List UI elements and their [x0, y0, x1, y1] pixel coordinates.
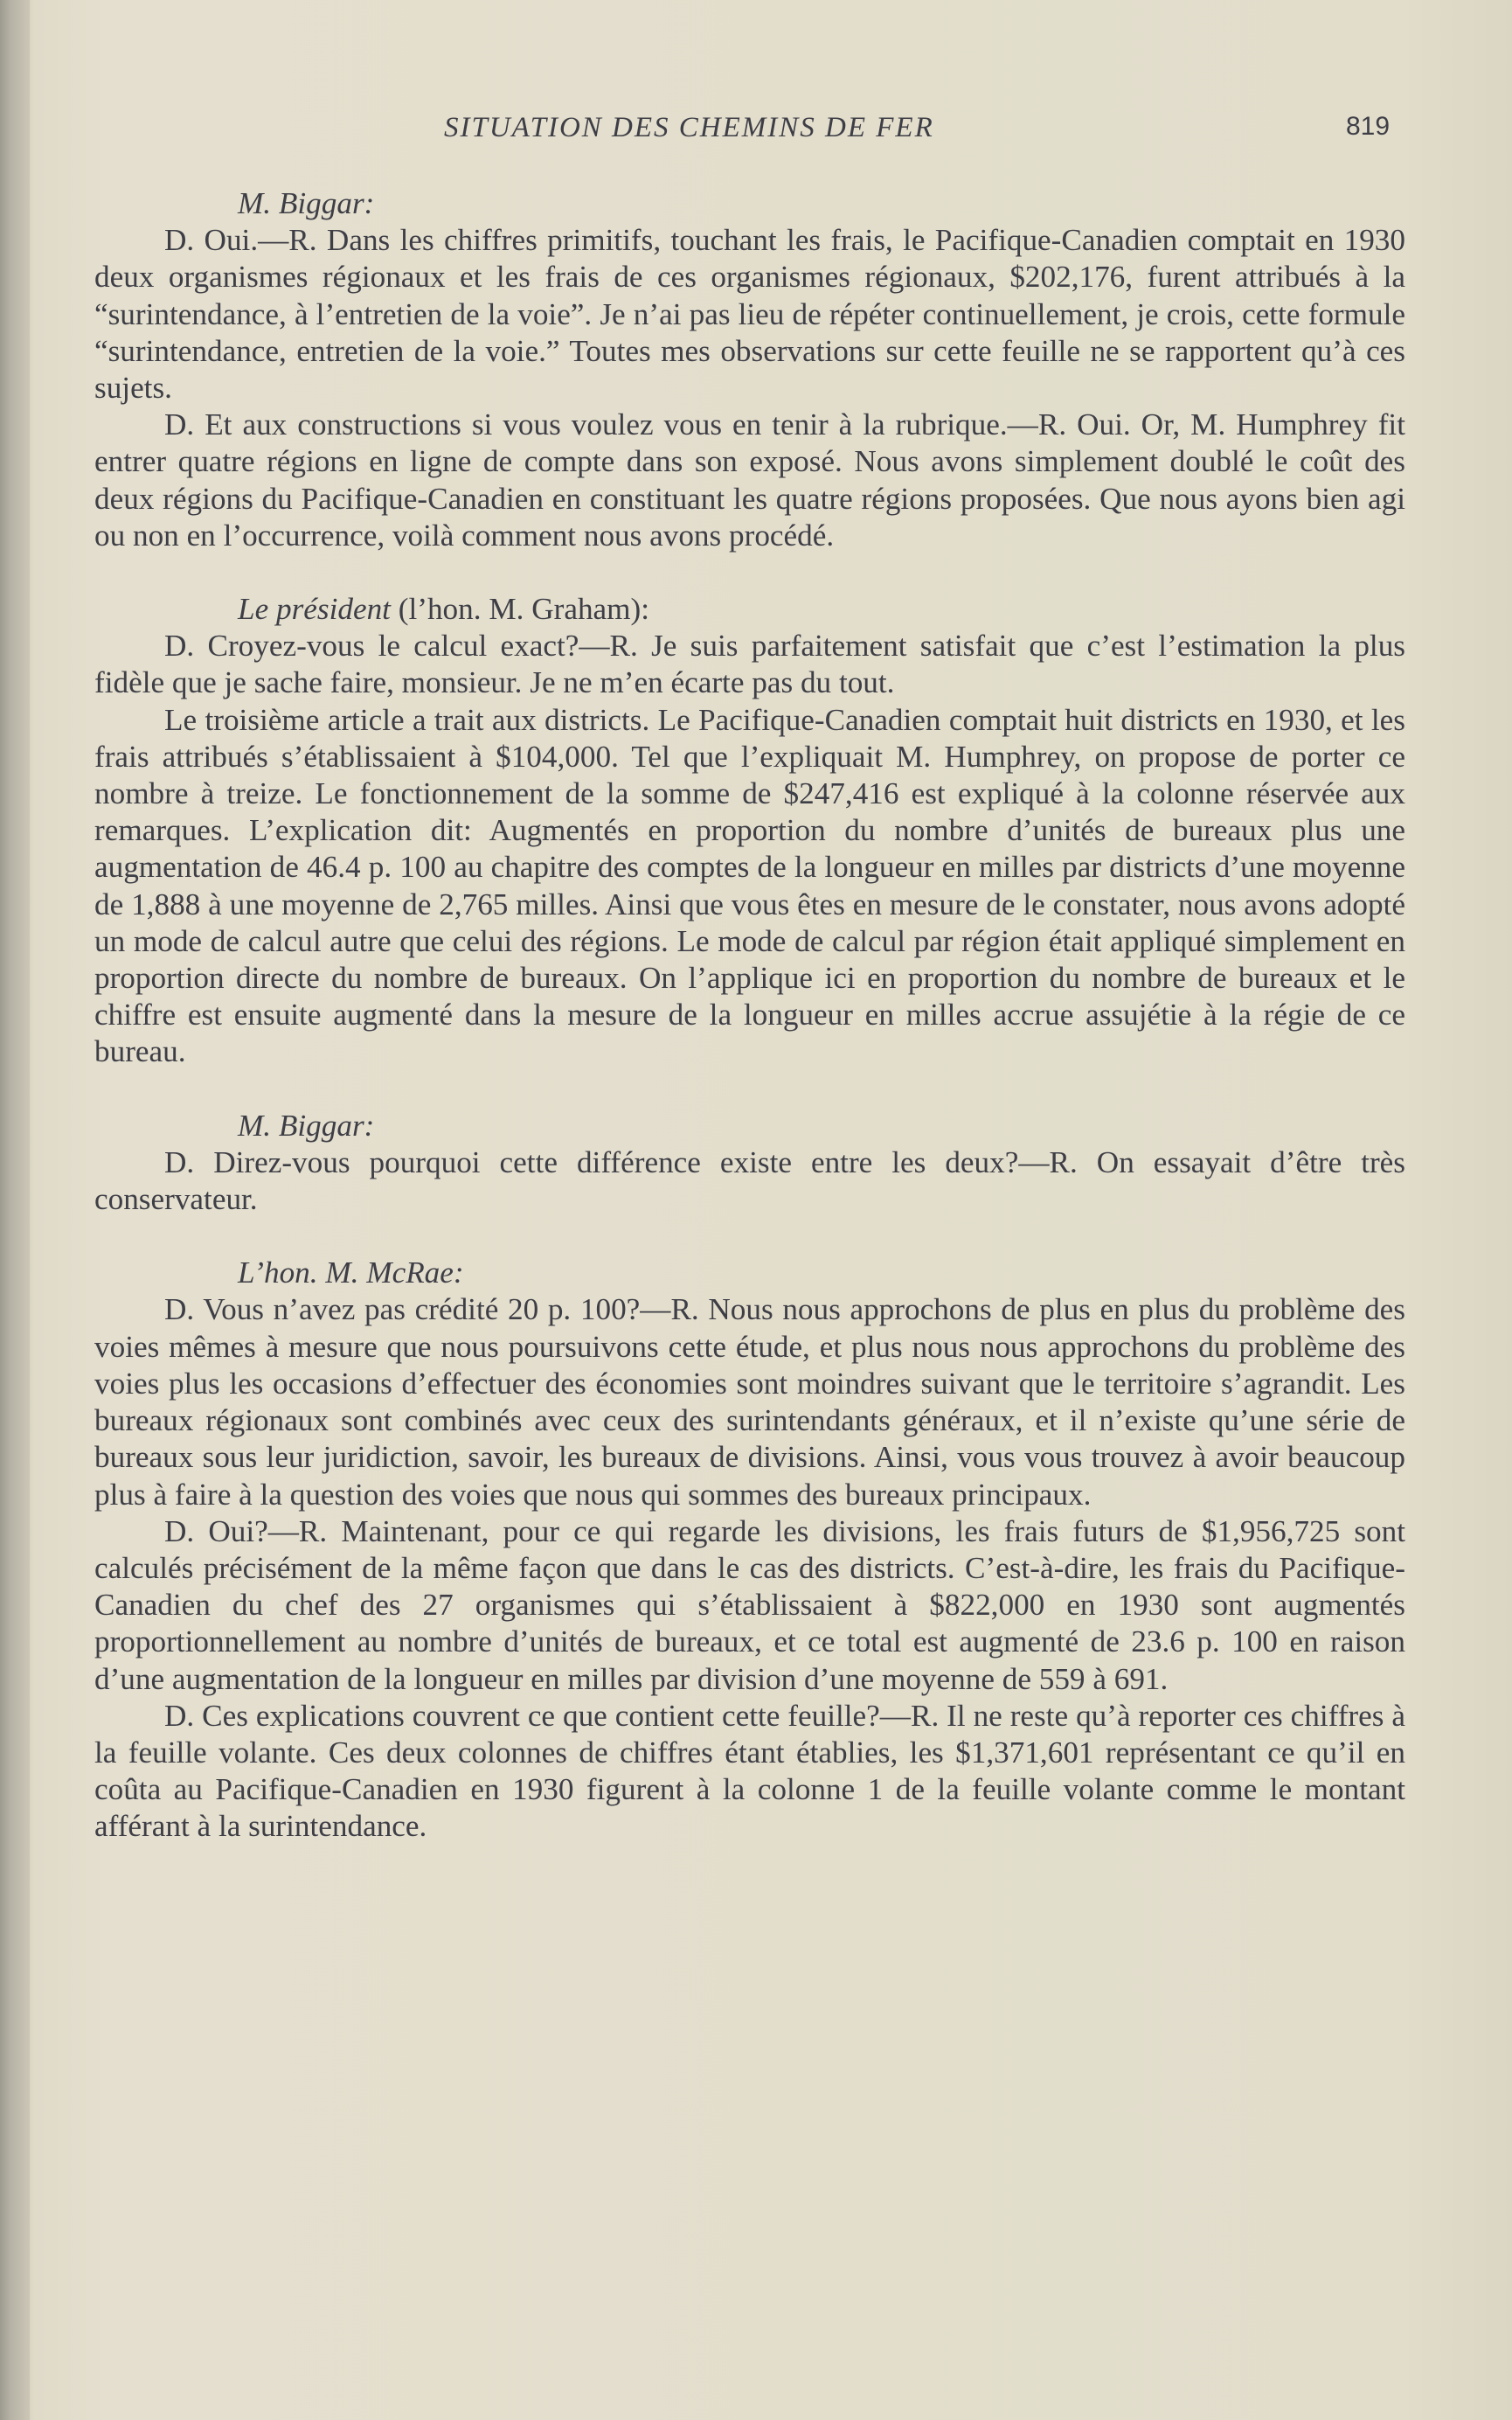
- section-gap: [94, 1218, 1405, 1255]
- paragraph: D. Oui.—R. Dans les chiffres primitifs, touchant les frais, le Pacifique-Canadien comptait en 1930 deux organismes régionaux et les frais de ces organismes régionaux, $202,176, furent attribués à la “surintendance, à l’entretien de la voie”. Je n’ai pas lieu de répéter continuellement, je crois, cette formule “surintendance, entretien de la voie.” Toutes mes observations sur cette feuille ne se rapportent qu’à ces sujets.: [94, 223, 1405, 406]
- speaker-label: L’hon. M. McRae:: [238, 1255, 464, 1290]
- speaker-label: [94, 591, 1405, 628]
- speaker-name: Le président: [238, 592, 391, 627]
- paragraph: D. Et aux constructions si vous voulez vous en tenir à la rubrique.—R. Oui. Or, M. Humphrey fit entrer quatre régions en ligne de compte dans son exposé. Nous avons simplement doublé le coût des deux régions du Pacifique-Canadien en constituant les quatre régions proposées. Que nous ayons bien agi ou non en l’occurrence, voilà comment nous avons procédé.: [94, 407, 1405, 553]
- paragraph: D. Oui?—R. Maintenant, pour ce qui regarde les divisions, les frais futurs de $1,956,725 sont calculés précisément de la même façon que dans le cas des districts. C’est-à-dire, les frais du Pacifique-Canadien du chef des 27 organismes qui s’établissaient à $822,000 en 1930 sont augmentés proportionnellement au nombre d’unités de bureaux, et ce total est augmenté de 23.6 p. 100 en raison d’une augmentation de la longueur en milles par division d’une moyenne de 559 à 691.: [94, 1513, 1405, 1696]
- running-title: SITUATION DES CHEMINS DE FER: [444, 112, 934, 143]
- page-header: [0, 112, 1512, 152]
- paragraph: D. Direz-vous pourquoi cette différence existe entre les deux?—R. On essayait d’être très conservateur.: [94, 1144, 1405, 1217]
- page-number: 819: [1346, 112, 1391, 141]
- paragraph: D. Croyez-vous le calcul exact?—R. Je suis parfaitement satisfait que c’est l’estimation la plus fidèle que je sache faire, monsieur. Je ne m’en écarte pas du tout.: [94, 629, 1405, 700]
- paragraph: Le troisième article a trait aux districts. Le Pacifique-Canadien comptait huit districts en 1930, et les frais attribués s’établissaient à $104,000. Tel que l’expliquait M. Humphrey, on propose de porter ce nombre à treize. Le fonctionnement de la somme de $247,416 est expliqué à la colonne réservée aux remarques. L’explication dit: Augmentés en proportion du nombre d’unités de bureaux plus une augmentation de 46.4 p. 100 au chapitre des comptes de la longueur en milles par districts d’une moyenne de 1,888 à une moyenne de 2,765 milles. Ainsi que vous êtes en mesure de le constater, nous avons adopté un mode de calcul autre que celui des régions. Le mode de calcul par région était appliqué simplement en proportion directe du nombre de bureaux. On l’applique ici en proportion du nombre de bureaux et le chiffre est ensuite augmenté dans la mesure de la longueur en milles accrue assujétie à la régie de ce bureau.: [94, 702, 1405, 1069]
- paragraph: D. Ces explications couvrent ce que contient cette feuille?—R. Il ne reste qu’à reporter ces chiffres à la feuille volante. Ces deux colonnes de chiffres étant établies, les $1,371,601 représentant ce qu’il en coûta au Pacifique-Canadien en 1930 figurent à la colonne 1 de la feuille volante comme le montant afférant à la surintendance.: [94, 1698, 1405, 1844]
- speaker-label: M. Biggar:: [238, 1108, 375, 1143]
- paragraph: D. Vous n’avez pas crédité 20 p. 100?—R. Nous nous approchons de plus en plus du problème des voies mêmes à mesure que nous poursuivons cette étude, et plus nous nous approchons du problème des voies plus les occasions d’effectuer des économies sont moindres suivant que le territoire s’agrandit. Les bureaux régionaux sont combinés avec ceux des surintendants généraux, et il n’existe qu’une série de bureaux sous leur juridiction, savoir, les bureaux de divisions. Ainsi, vous vous trouvez à avoir beaucoup plus à faire à la question des voies que nous qui sommes des bureaux principaux.: [94, 1292, 1405, 1512]
- section-gap: [94, 554, 1405, 591]
- speaker-suffix: (l’hon. M. Graham):: [398, 592, 650, 627]
- section-gap: [94, 1071, 1405, 1108]
- binding-gutter: [0, 0, 30, 2420]
- document-body: [94, 185, 1405, 1846]
- speaker-label: M. Biggar:: [238, 186, 375, 220]
